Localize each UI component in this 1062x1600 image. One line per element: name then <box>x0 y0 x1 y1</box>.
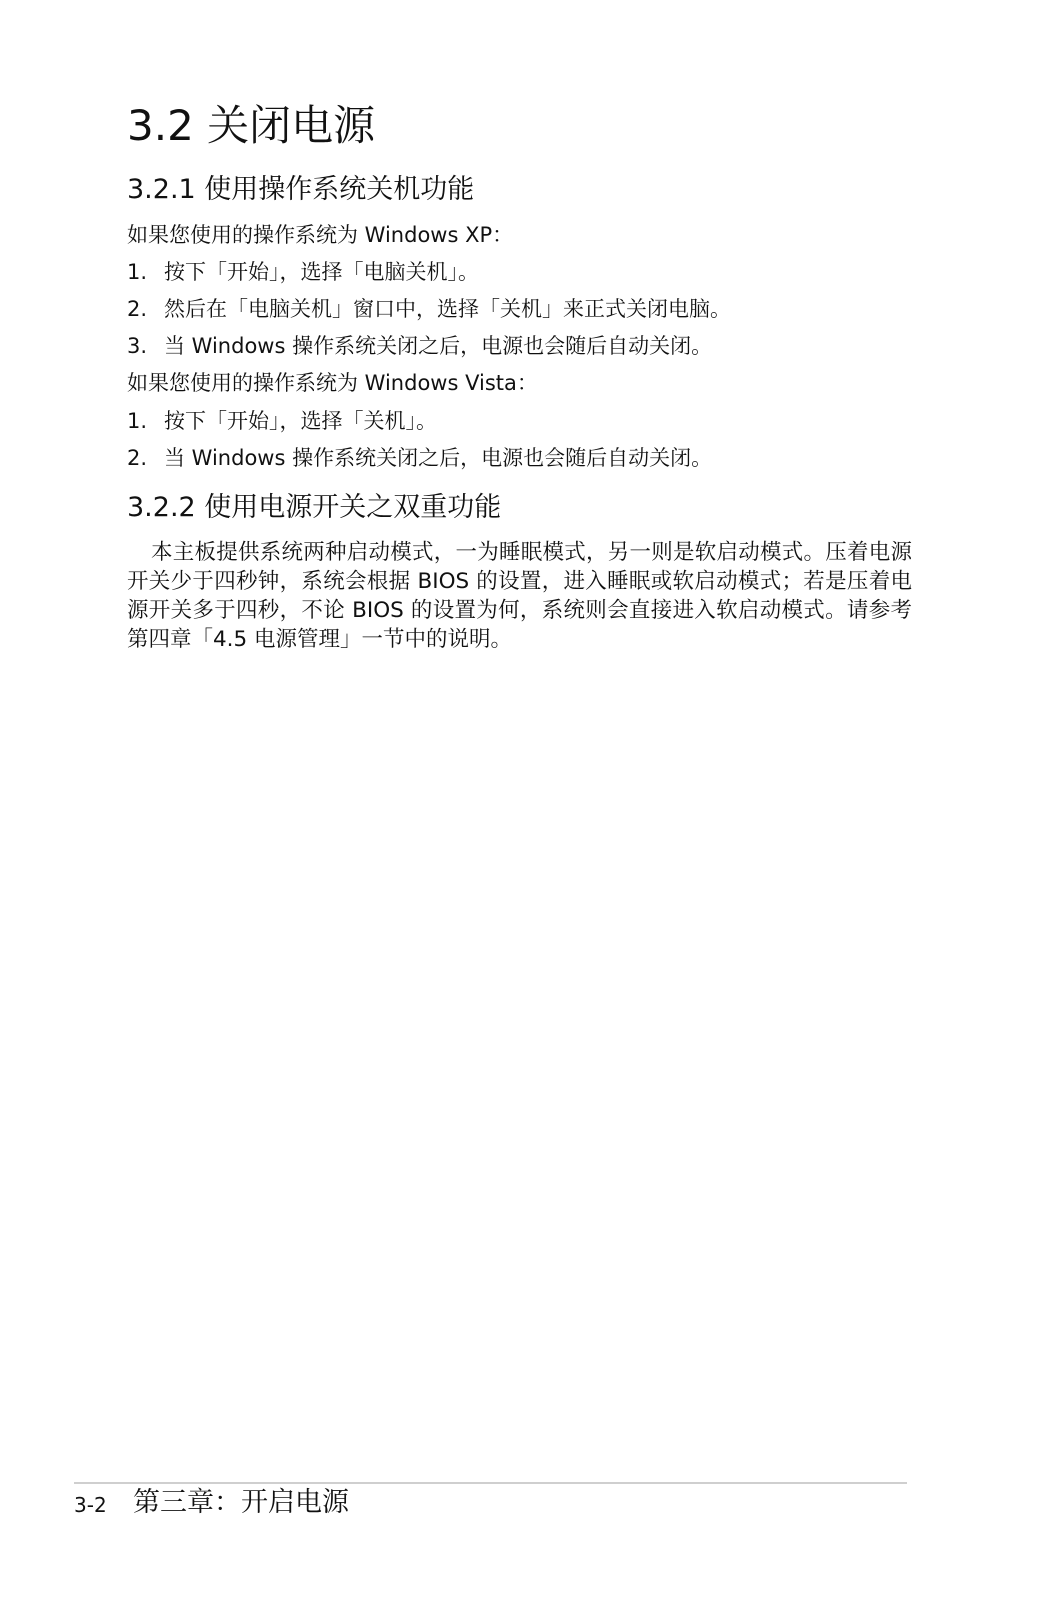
step-number: 1. <box>127 409 148 433</box>
list-item <box>127 443 712 480</box>
list-item <box>127 294 731 331</box>
list-item <box>127 257 731 294</box>
section-title: 3.2 关闭电源 <box>127 101 376 150</box>
windows-xp-steps <box>127 257 731 368</box>
subsection-title-os-shutdown: 3.2.1 使用操作系统关机功能 <box>127 174 475 205</box>
list-item <box>127 406 712 443</box>
windows-vista-steps <box>127 406 712 480</box>
windows-xp-intro: 如果您使用的操作系统为 Windows XP： <box>127 223 514 247</box>
step-text: 按下「开始」，选择「电脑关机」。 <box>164 260 479 284</box>
step-number: 2. <box>127 446 148 470</box>
step-text: 按下「开始」，选择「关机」。 <box>164 409 437 433</box>
step-text: 当 Windows 操作系统关闭之后，电源也会随后自动关闭。 <box>164 446 713 470</box>
dual-function-paragraph: 本主板提供系统两种启动模式，一为睡眠模式，另一则是软启动模式。压着电源开关少于四秒钟，系统会根据 BIOS 的设置，进入睡眠或软启动模式；若是压着电源开关多于四秒，不论 BIOS 的设置为何，系统则会直接进入软启动模式。请参考第四章「4.5 电源管理」一节中的说明。 <box>127 540 912 652</box>
windows-vista-intro: 如果您使用的操作系统为 Windows Vista： <box>127 371 538 395</box>
footer-divider <box>74 1482 907 1484</box>
step-text: 当 Windows 操作系统关闭之后，电源也会随后自动关闭。 <box>164 334 713 358</box>
step-number: 1. <box>127 260 148 284</box>
step-text: 然后在「电脑关机」窗口中，选择「关机」来正式关闭电脑。 <box>164 297 731 321</box>
list-item <box>127 331 731 368</box>
footer-chapter-title: 第三章：开启电源 <box>133 1487 349 1518</box>
footer-page-number: 3-2 <box>74 1493 107 1517</box>
step-number: 3. <box>127 334 148 358</box>
step-number: 2. <box>127 297 148 321</box>
subsection-title-dual-function: 3.2.2 使用电源开关之双重功能 <box>127 492 502 523</box>
